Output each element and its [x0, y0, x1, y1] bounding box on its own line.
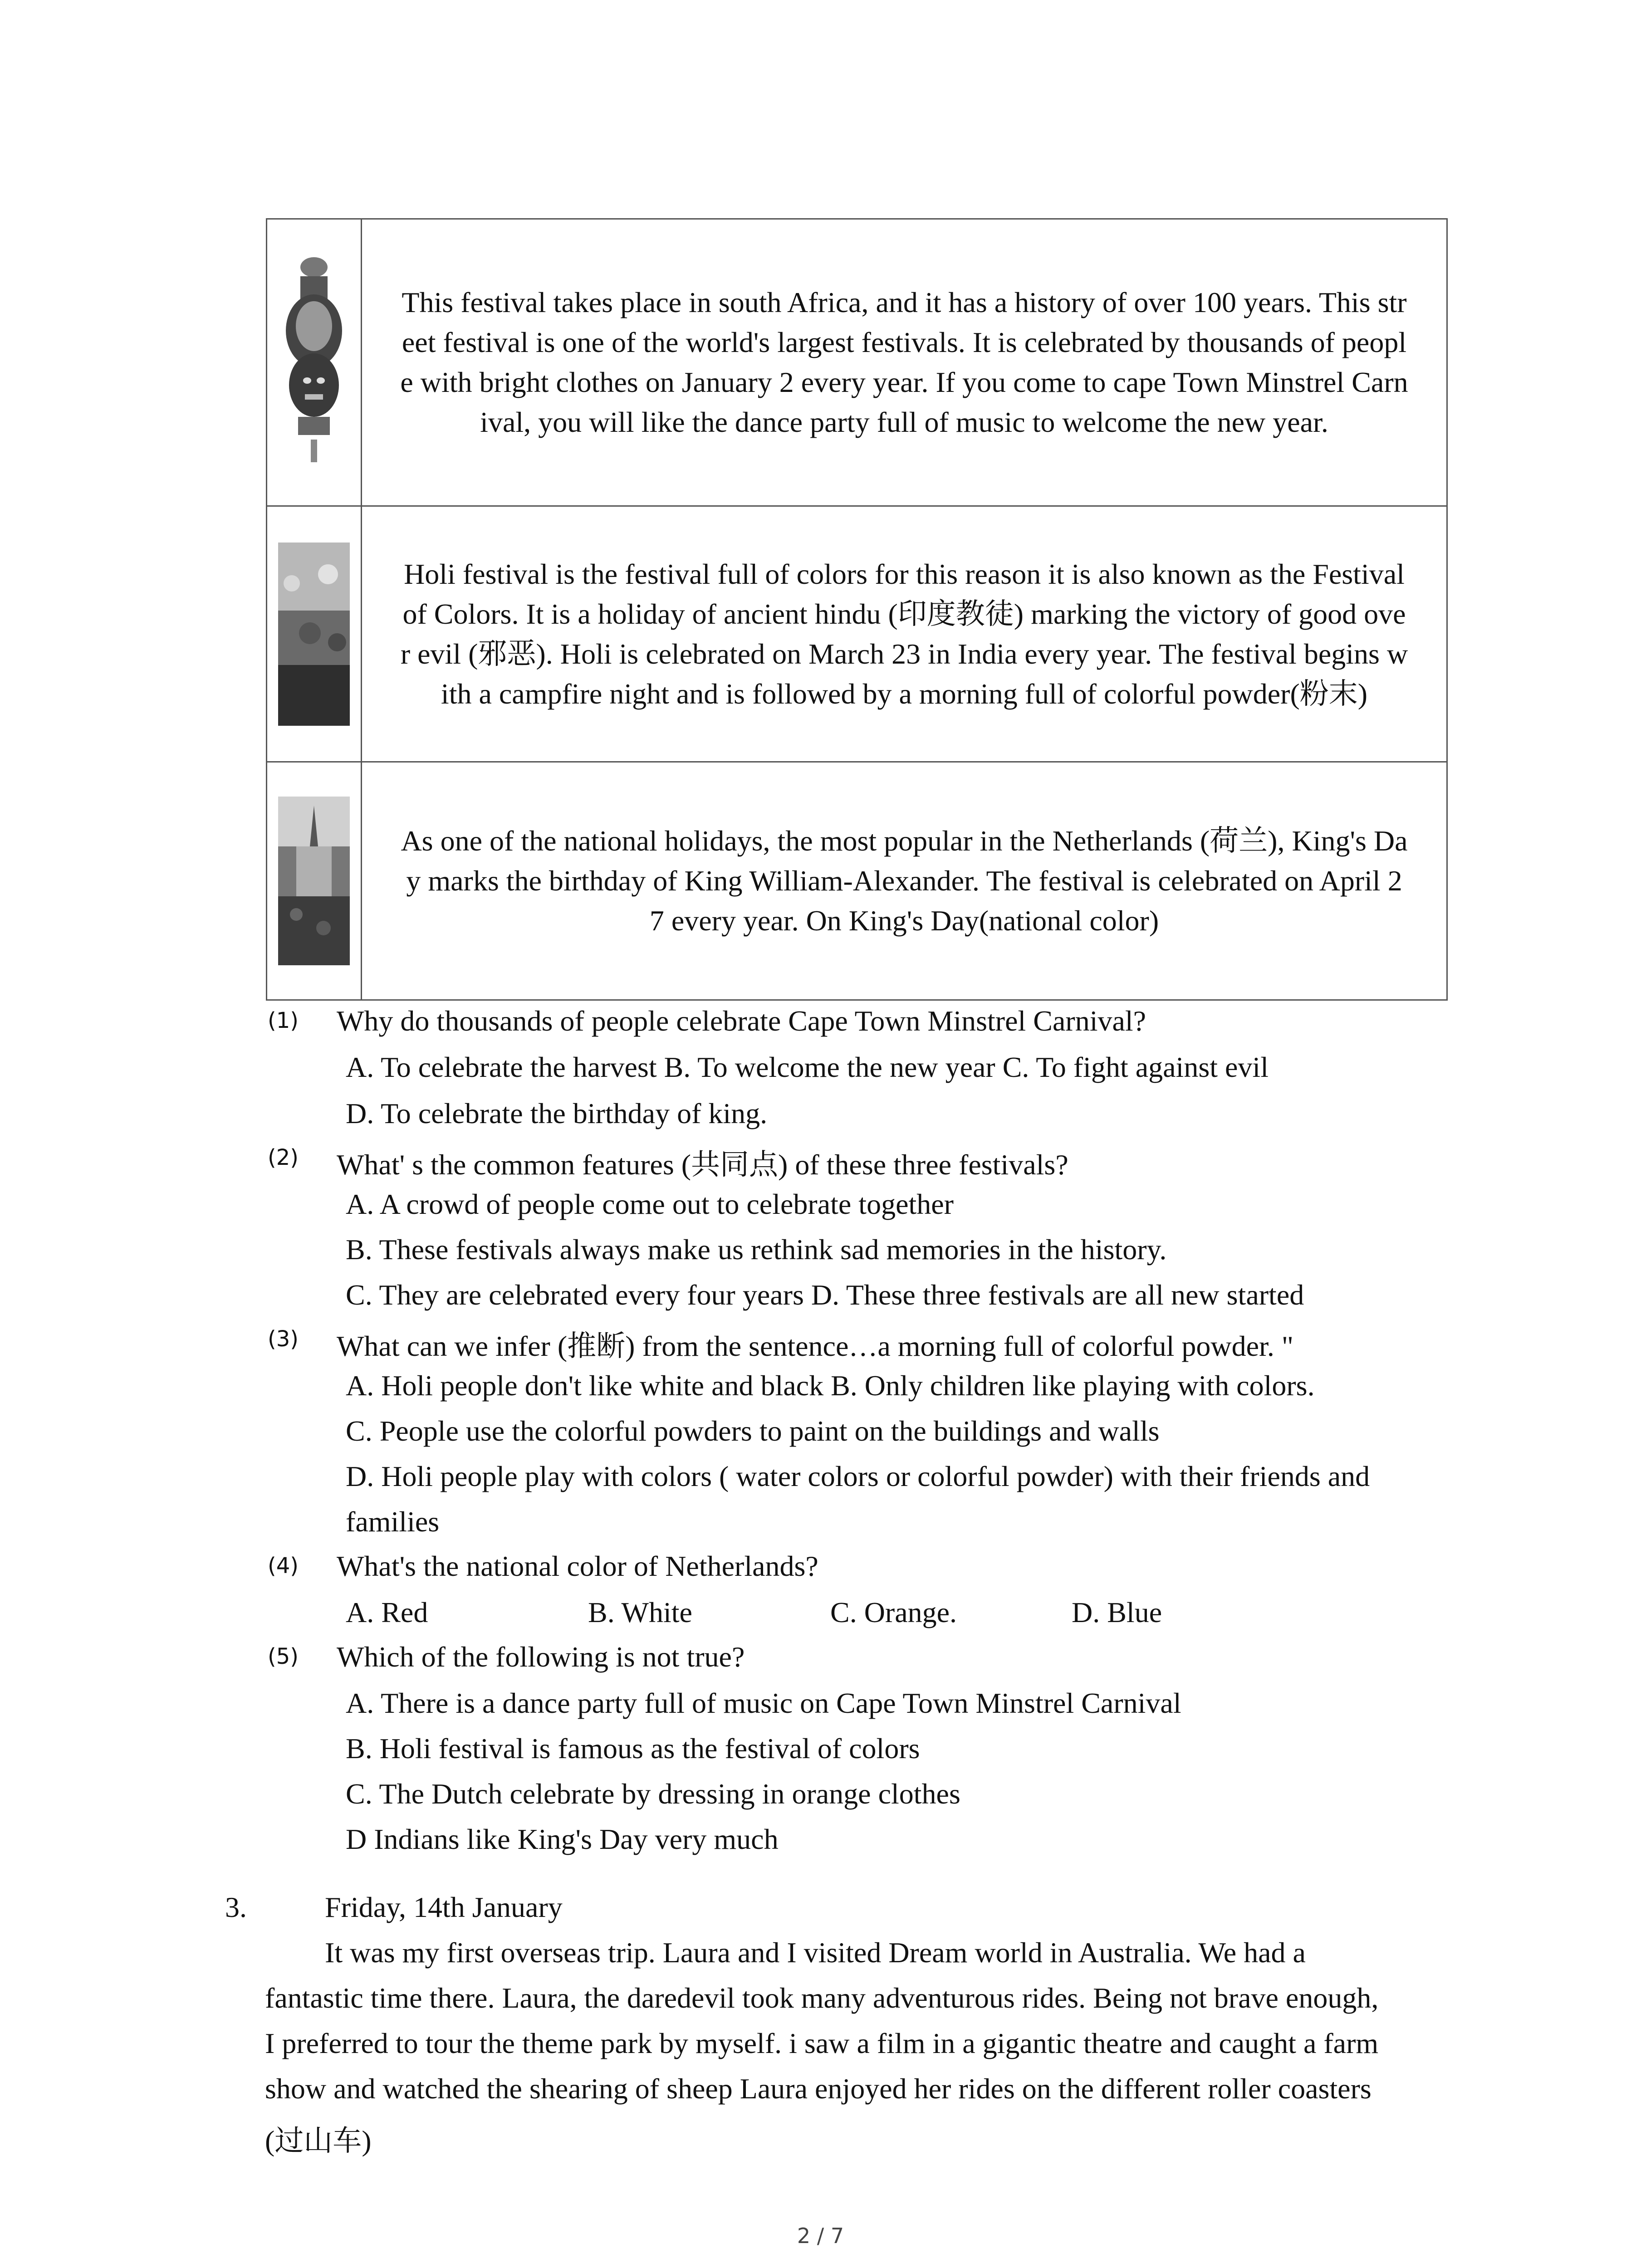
answer-option: B. White	[588, 1596, 692, 1628]
question-text: What can we infer (推断) from the sentence…a morning full of colorful powder. "	[337, 1330, 1293, 1362]
festival-row-kings-day	[267, 762, 1447, 1000]
question-text: Which of the following is not true?	[337, 1641, 745, 1673]
answer-option: A. Red	[346, 1596, 428, 1628]
answer-option: B. These festivals always make us rethink sad memories in the history.	[346, 1233, 1167, 1266]
text-line: This festival takes place in south Africa, and it has a history of over 100 years. This str	[402, 286, 1407, 318]
answer-option: B. Holi festival is famous as the festival of colors	[346, 1732, 920, 1765]
text-line: e with bright clothes on January 2 every year. If you come to cape Town Minstrel Carn	[400, 366, 1408, 398]
festival-row-carnival	[267, 219, 1447, 506]
text-line: y marks the birthday of King William-Alexander. The festival is celebrated on April 2	[406, 865, 1402, 897]
diary-line: fantastic time there. Laura, the daredevil took many adventurous rides. Being not brave enough,	[265, 1982, 1379, 2014]
question-number: (5)	[268, 1644, 299, 1669]
festival-image-cell	[267, 219, 362, 506]
answer-option: D. Blue	[1072, 1596, 1162, 1628]
diary-date: Friday, 14th January	[325, 1891, 563, 1923]
festival-image-cell	[267, 506, 362, 762]
diary-line: (过山车)	[265, 2125, 372, 2157]
kings-day-crowd-image	[278, 797, 350, 965]
text-line: r evil (邪恶). Holi is celebrated on March 23 in India every year. The festival begins w	[400, 637, 1408, 670]
diary-line: I preferred to tour the theme park by myself. i saw a film in a gigantic theatre and caught a farm	[265, 2027, 1379, 2059]
text-line: 7 every year. On King's Day(national color)	[649, 904, 1159, 937]
answer-option: A. There is a dance party full of music on Cape Town Minstrel Carnival	[346, 1687, 1181, 1719]
holi-crowd-image	[278, 543, 350, 726]
carnival-mask-image	[280, 249, 348, 476]
text-line: ith a campfire night and is followed by a morning full of colorful powder(粉末)	[441, 677, 1368, 710]
text-line: eet festival is one of the world's largest festivals. It is celebrated by thousands of peopl	[402, 326, 1407, 358]
answer-option: A. Holi people don't like white and black B. Only children like playing with colors.	[346, 1369, 1315, 1402]
festival-image-cell	[267, 762, 362, 1000]
answer-option: D Indians like King's Day very much	[346, 1823, 779, 1855]
festival-text-cell	[362, 762, 1447, 1000]
text-line: of Colors. It is a holiday of ancient hindu (印度教徒) marking the victory of good ove	[402, 597, 1406, 630]
question-number: (1)	[268, 1008, 299, 1033]
diary-line: It was my first overseas trip. Laura and I visited Dream world in Australia. We had a	[325, 1936, 1306, 1969]
answer-option: C. They are celebrated every four years D. These three festivals are all new started	[346, 1279, 1304, 1311]
section-number: 3.	[225, 1891, 247, 1923]
question-number: (4)	[268, 1553, 299, 1579]
answer-option: A. To celebrate the harvest B. To welcome the new year C. To fight against evil	[346, 1051, 1269, 1083]
answer-option: families	[346, 1505, 440, 1538]
diary-line: show and watched the shearing of sheep Laura enjoyed her rides on the different roller coasters	[265, 2072, 1372, 2105]
answer-option: D. Holi people play with colors ( water colors or colorful powder) with their friends and	[346, 1460, 1370, 1492]
answer-option: C. Orange.	[830, 1596, 957, 1628]
text-line: Holi festival is the festival full of colors for this reason it is also known as the Festival	[404, 557, 1405, 590]
answer-option: D. To celebrate the birthday of king.	[346, 1097, 768, 1129]
festival-text-cell	[362, 506, 1447, 762]
festival-text-cell	[362, 219, 1447, 506]
festival-row-holi	[267, 506, 1447, 762]
question-number: (2)	[268, 1145, 299, 1170]
text-line: ival, you will like the dance party full of music to welcome the new year.	[480, 406, 1328, 438]
answer-option: C. People use the colorful powders to paint on the buildings and walls	[346, 1415, 1160, 1447]
answer-option: C. The Dutch celebrate by dressing in orange clothes	[346, 1778, 960, 1810]
question-number: (3)	[268, 1326, 299, 1352]
page-number: 2 / 7	[797, 2224, 844, 2248]
question-text: Why do thousands of people celebrate Cape Town Minstrel Carnival?	[337, 1005, 1146, 1037]
question-text: What' s the common features (共同点) of these three festivals?	[337, 1149, 1068, 1181]
festival-table	[266, 218, 1448, 1001]
answer-option: A. A crowd of people come out to celebrate together	[346, 1188, 954, 1220]
question-text: What's the national color of Netherlands?	[337, 1550, 818, 1582]
text-line: As one of the national holidays, the most popular in the Netherlands (荷兰), King's Da	[401, 825, 1408, 857]
